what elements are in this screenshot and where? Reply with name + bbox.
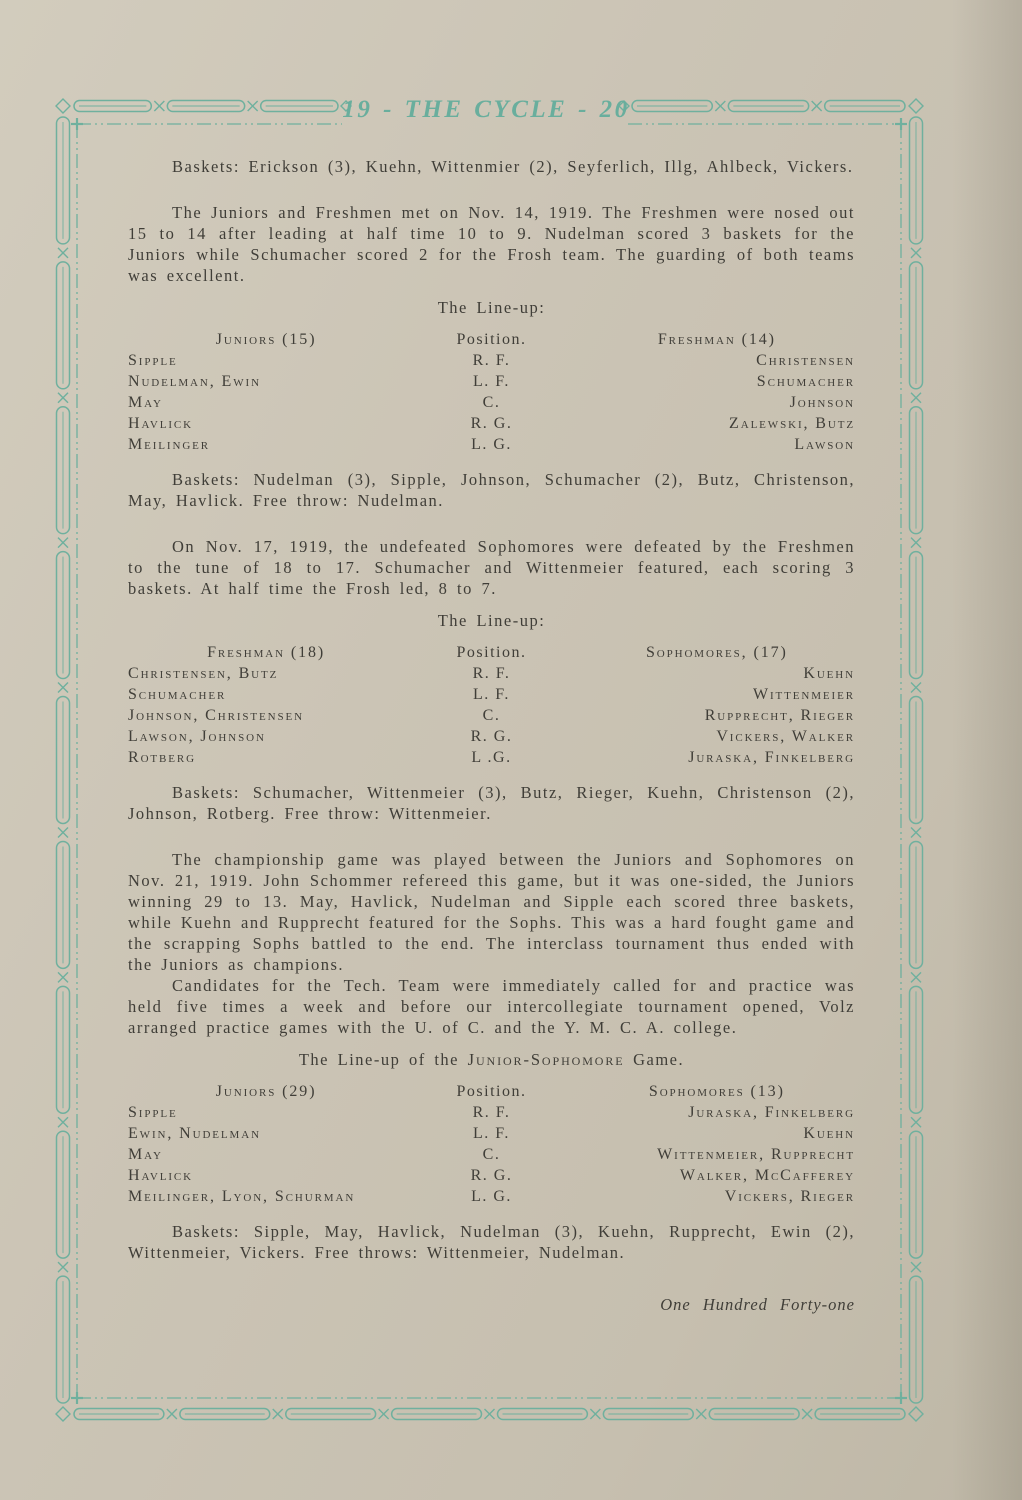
away-player: Vickers, Walker — [716, 728, 855, 745]
caption-prefix: The Line-up of the — [298, 1050, 468, 1069]
lineup-header-row — [128, 642, 855, 663]
paragraph-juniors-freshmen-game: The Juniors and Freshmen met on Nov. 14, 1919. The Freshmen were nosed out 15 to 14 after leading at half time 10 to 9. Nudelman scored 3 baskets for the Juniors while Schumacher scored 2 for the Frosh team. The guarding of both teams was excellent. — [128, 203, 855, 285]
home-player: Sipple — [128, 1104, 178, 1121]
lineup-row — [128, 350, 855, 371]
lineup-row — [128, 684, 855, 705]
home-player: Rotberg — [128, 749, 196, 766]
page-header-title: 19 - THE CYCLE - 20 — [342, 96, 630, 123]
position: L. G. — [471, 1188, 512, 1205]
away-player: Rupprecht, Rieger — [704, 707, 855, 724]
caption-game-name: Junior-Sophomore — [467, 1050, 625, 1069]
home-team-header: Freshman (18) — [207, 644, 326, 661]
home-player: May — [128, 1146, 163, 1163]
lineup-header-row — [128, 1081, 855, 1102]
home-player: Schumacher — [128, 686, 227, 703]
lineup-row — [128, 371, 855, 392]
away-player: Zalewski, Butz — [729, 415, 855, 432]
away-team-header: Freshman (14) — [657, 331, 776, 348]
lineup-row — [128, 1144, 855, 1165]
away-player: Vickers, Rieger — [724, 1188, 855, 1205]
position: R. F. — [472, 665, 511, 682]
position: R. G. — [470, 728, 513, 745]
lineup-row — [128, 726, 855, 747]
position: C. — [482, 707, 501, 724]
lineup-row — [128, 392, 855, 413]
lineup-row — [128, 413, 855, 434]
lineup-caption: The Line-up: — [437, 611, 546, 630]
home-player: Nudelman, Ewin — [128, 373, 261, 390]
paragraph-sophomores-freshmen-game: On Nov. 17, 1919, the undefeated Sophomores were defeated by the Freshmen to the tune of 18 to 17. Schumacher and Wittenmeier featured, each scoring 3 baskets. At half time the Frosh led, 8 to 7. — [128, 537, 855, 598]
home-player: Lawson, Johnson — [128, 728, 266, 745]
away-player: Kuehn — [803, 1125, 855, 1142]
paragraph-baskets-3: Baskets: Schumacher, Wittenmeier (3), Butz, Rieger, Kuehn, Christenson (2), Johnson, Rotberg. Free throw: Wittenmeier. — [128, 783, 855, 823]
away-player: Wittenmeier — [752, 686, 855, 703]
position: L. F. — [473, 1125, 510, 1142]
away-player: Kuehn — [803, 665, 855, 682]
lineup-row — [128, 434, 855, 455]
home-player: Johnson, Christensen — [128, 707, 304, 724]
paragraph-tech-team-candidates: Candidates for the Tech. Team were immediately called for and practice was held five times a week and before our intercollegiate tournament opened, Volz arranged practice games with the U. of C. and the Y. M. C. A. college. — [128, 976, 855, 1037]
lineup-row — [128, 1165, 855, 1186]
lineup-table-freshman-sophomores — [128, 642, 855, 768]
lineup-caption-junior-sophomore — [128, 1049, 855, 1070]
position: L. G. — [471, 436, 512, 453]
home-player: May — [128, 394, 163, 411]
away-player: Johnson — [789, 394, 855, 411]
position-header: Position. — [456, 331, 527, 348]
lineup-table-juniors-sophomores — [128, 1081, 855, 1207]
home-player: Christensen, Butz — [128, 665, 279, 682]
caption-suffix: Game. — [624, 1050, 685, 1069]
page-number: One Hundred Forty-one — [660, 1295, 855, 1314]
home-player: Havlick — [128, 1167, 193, 1184]
lineup-caption: The Line-up: — [437, 298, 546, 317]
position-header: Position. — [456, 1083, 527, 1100]
home-player: Havlick — [128, 415, 193, 432]
paragraph-baskets-4: Baskets: Sipple, May, Havlick, Nudelman (3), Kuehn, Rupprecht, Ewin (2), Wittenmeier, Vickers. Free throws: Wittenmeier, Nudelman. — [128, 1222, 855, 1262]
away-player: Juraska, Finkelberg — [688, 1104, 855, 1121]
position: C. — [482, 1146, 501, 1163]
away-team-header: Sophomores (13) — [648, 1083, 785, 1100]
position-header: Position. — [456, 644, 527, 661]
away-player: Juraska, Finkelberg — [688, 749, 855, 766]
position: R. G. — [470, 415, 513, 432]
position: L .G. — [471, 749, 512, 766]
lineup-row — [128, 747, 855, 768]
paragraph-baskets-2: Baskets: Nudelman (3), Sipple, Johnson, Schumacher (2), Butz, Christenson, May, Havlick. Free throw: Nudelman. — [128, 470, 855, 510]
lineup-row — [128, 705, 855, 726]
lineup-row — [128, 1186, 855, 1207]
paragraph-championship-game: The championship game was played between the Juniors and Sophomores on Nov. 21, 1919. John Schommer refereed this game, but it was one-sided, the Juniors winning 29 to 13. May, Havlick, Nudelman and Sipple each scored three baskets, while Kuehn and Rupprecht featured for the Sophs. This was a hard fought game and the scrapping Sophs battled to the end. The interclass tournament thus ended with the Juniors as champions. — [128, 850, 855, 974]
away-player: Lawson — [794, 436, 855, 453]
position: R. F. — [472, 352, 511, 369]
away-player: Christensen — [756, 352, 855, 369]
away-player: Wittenmeier, Rupprecht — [657, 1146, 855, 1163]
position: R. F. — [472, 1104, 511, 1121]
lineup-row — [128, 663, 855, 684]
home-team-header: Juniors (29) — [215, 1083, 317, 1100]
lineup-table-juniors-freshman — [128, 329, 855, 455]
lineup-row — [128, 1102, 855, 1123]
paragraph-baskets-1: Baskets: Erickson (3), Kuehn, Wittenmier (2), Seyferlich, Illg, Ahlbeck, Vickers. — [172, 157, 854, 176]
lineup-header-row — [128, 329, 855, 350]
home-team-header: Juniors (15) — [215, 331, 317, 348]
position: R. G. — [470, 1167, 513, 1184]
home-player: Meilinger — [128, 436, 211, 453]
position: C. — [482, 394, 501, 411]
home-player: Ewin, Nudelman — [128, 1125, 261, 1142]
home-player: Sipple — [128, 352, 178, 369]
away-player: Walker, McCafferey — [679, 1167, 855, 1184]
away-team-header: Sophomores, (17) — [645, 644, 788, 661]
home-player: Meilinger, Lyon, Schurman — [128, 1188, 356, 1205]
position: L. F. — [473, 373, 510, 390]
away-player: Schumacher — [756, 373, 855, 390]
lineup-row — [128, 1123, 855, 1144]
position: L. F. — [473, 686, 510, 703]
page-content — [128, 156, 855, 1315]
